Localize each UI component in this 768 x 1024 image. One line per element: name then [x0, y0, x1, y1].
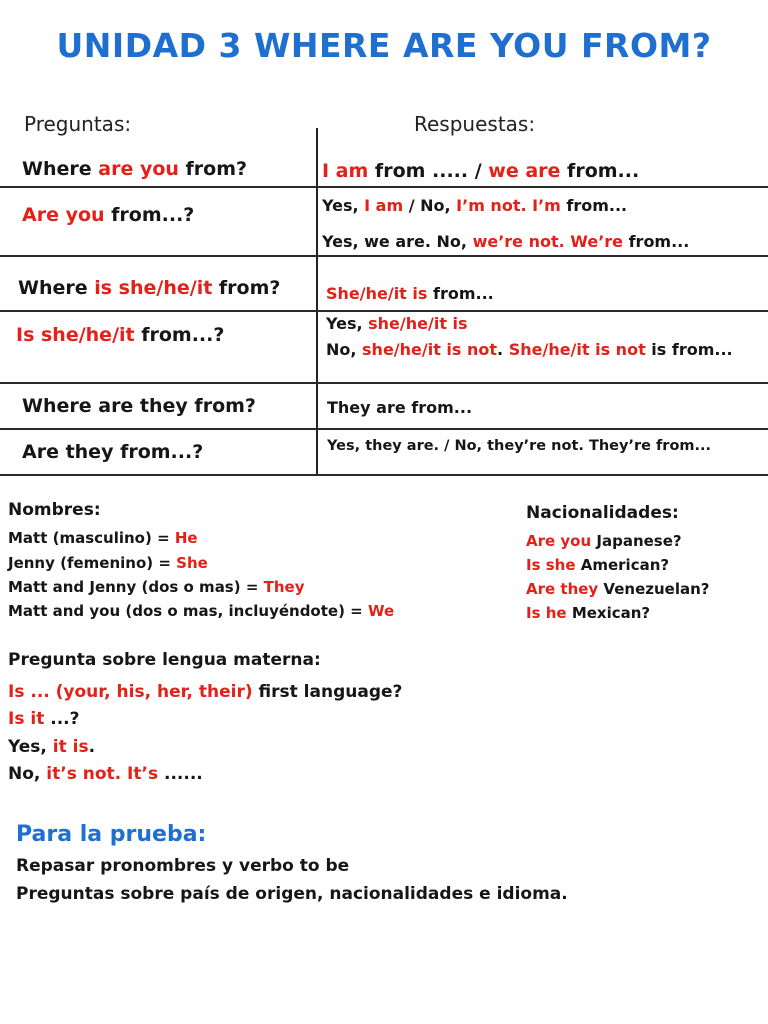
q2-text: from...?	[104, 204, 195, 226]
pronoun: We	[367, 602, 395, 620]
answer-she-is-from	[326, 284, 494, 303]
pronoun: She	[176, 554, 208, 572]
a2a-text: Yes,	[322, 196, 365, 215]
nacionalidad-item	[526, 532, 682, 550]
table-row-divider	[0, 428, 768, 430]
lengua-text-end: ......	[158, 764, 203, 784]
nombres-item-text: Matt and Jenny (dos o mas) =	[8, 578, 264, 596]
nacionalidad-item	[526, 580, 709, 598]
lengua-highlight: it’s not. It’s	[46, 764, 159, 784]
nacionalidad-item	[526, 556, 669, 574]
nombres-item	[8, 578, 304, 596]
respuestas-header: Respuestas:	[414, 112, 536, 136]
a4b-text-end: is from...	[645, 340, 733, 359]
a1-text-end: from...	[560, 160, 640, 182]
nacionalidad-highlight: Are they	[526, 580, 599, 598]
table-row-divider	[0, 474, 768, 476]
a1-highlight-2: we are	[488, 160, 561, 182]
nombres-title: Nombres:	[8, 500, 101, 520]
answer-i-am-from	[322, 160, 639, 182]
nacionalidades-title: Nacionalidades:	[526, 503, 679, 523]
pronoun: He	[174, 529, 198, 547]
nacionalidad-text: Venezuelan?	[598, 580, 710, 598]
table-column-divider	[316, 128, 318, 475]
nacionalidad-highlight: Is she	[526, 556, 576, 574]
lengua-text: first language?	[252, 682, 403, 702]
pronoun: They	[263, 578, 305, 596]
lengua-text: Yes,	[8, 737, 53, 757]
q3-text-end: from?	[212, 277, 281, 299]
q1-highlight: are you	[98, 158, 179, 180]
a4a-text: Yes,	[326, 314, 369, 333]
q2-highlight: Are you	[22, 204, 105, 226]
a3-text: from...	[427, 284, 494, 303]
lengua-line	[8, 737, 95, 757]
a1-text: from ..... /	[368, 160, 489, 182]
prueba-item: Preguntas sobre país de origen, nacionalidades e idioma.	[16, 884, 568, 904]
a2a-highlight: I am	[364, 196, 404, 215]
table-row-divider	[0, 382, 768, 384]
question-where-are-you	[22, 158, 247, 180]
a4b-text: No,	[326, 340, 363, 359]
a1-highlight: I am	[322, 160, 369, 182]
nacionalidad-item	[526, 604, 650, 622]
a4a-highlight: she/he/it is	[368, 314, 468, 333]
prueba-title: Para la prueba:	[16, 822, 207, 847]
nacionalidad-text: Mexican?	[566, 604, 651, 622]
nacionalidad-text: Japanese?	[591, 532, 682, 550]
a4b-text-2: .	[497, 340, 509, 359]
a2a-text-2: / No,	[403, 196, 457, 215]
answer-they-are-from: They are from...	[327, 398, 473, 417]
nombres-item	[8, 529, 198, 547]
q1-text: Where	[22, 158, 99, 180]
nacionalidad-text: American?	[575, 556, 670, 574]
q3-highlight: is she/he/it	[94, 277, 213, 299]
nacionalidad-highlight: Are you	[526, 532, 592, 550]
a3-highlight: She/he/it is	[326, 284, 428, 303]
nombres-item-text: Matt (masculino) =	[8, 529, 175, 547]
lengua-text: No,	[8, 764, 47, 784]
prueba-item: Repasar pronombres y verbo to be	[16, 856, 350, 876]
q4-text: from...?	[134, 324, 225, 346]
answer-yes-she-is	[326, 314, 468, 333]
lengua-highlight: it is	[52, 737, 89, 757]
nombres-item-text: Jenny (femenino) =	[8, 554, 177, 572]
answer-yes-we-are	[322, 232, 689, 251]
q4-highlight: Is she/he/it	[16, 324, 135, 346]
lengua-line	[8, 764, 203, 784]
q3-text: Where	[18, 277, 95, 299]
lengua-highlight: Is ... (your, his, her, their)	[8, 682, 253, 702]
answer-yes-i-am	[322, 196, 627, 215]
nombres-item	[8, 554, 208, 572]
table-row-divider	[0, 255, 768, 257]
lengua-highlight: Is it	[8, 709, 45, 729]
nombres-item-text: Matt and you (dos o mas, incluyéndote) =	[8, 602, 368, 620]
a2b-highlight: we’re not. We’re	[472, 232, 624, 251]
a2b-text: Yes, we are. No,	[322, 232, 473, 251]
lengua-line	[8, 682, 402, 702]
table-row-divider	[0, 186, 768, 188]
lengua-line	[8, 709, 79, 729]
a2b-text-end: from...	[623, 232, 690, 251]
page-title: UNIDAD 3 WHERE ARE YOU FROM?	[56, 26, 712, 65]
a4b-highlight-2: She/he/it is not	[508, 340, 646, 359]
question-are-you-from	[22, 204, 194, 226]
question-where-is-she	[18, 277, 280, 299]
preguntas-header: Preguntas:	[24, 112, 132, 136]
a2a-text-end: from...	[560, 196, 628, 215]
lengua-text-end: .	[88, 737, 96, 757]
a2a-highlight-2: I’m not. I’m	[456, 196, 561, 215]
nombres-item	[8, 602, 394, 620]
question-is-she-from	[16, 324, 224, 346]
lengua-text: ...?	[44, 709, 80, 729]
question-are-they-from: Are they from...?	[22, 441, 204, 463]
a4b-highlight: she/he/it is not	[362, 340, 498, 359]
q1-text-end: from?	[178, 158, 248, 180]
lengua-title: Pregunta sobre lengua materna:	[8, 650, 321, 670]
question-where-are-they: Where are they from?	[22, 395, 256, 417]
table-row-divider	[0, 310, 768, 312]
nacionalidad-highlight: Is he	[526, 604, 567, 622]
answer-no-she-is-not	[326, 340, 733, 359]
answer-yes-they-are: Yes, they are. / No, they’re not. They’re from...	[327, 438, 712, 454]
